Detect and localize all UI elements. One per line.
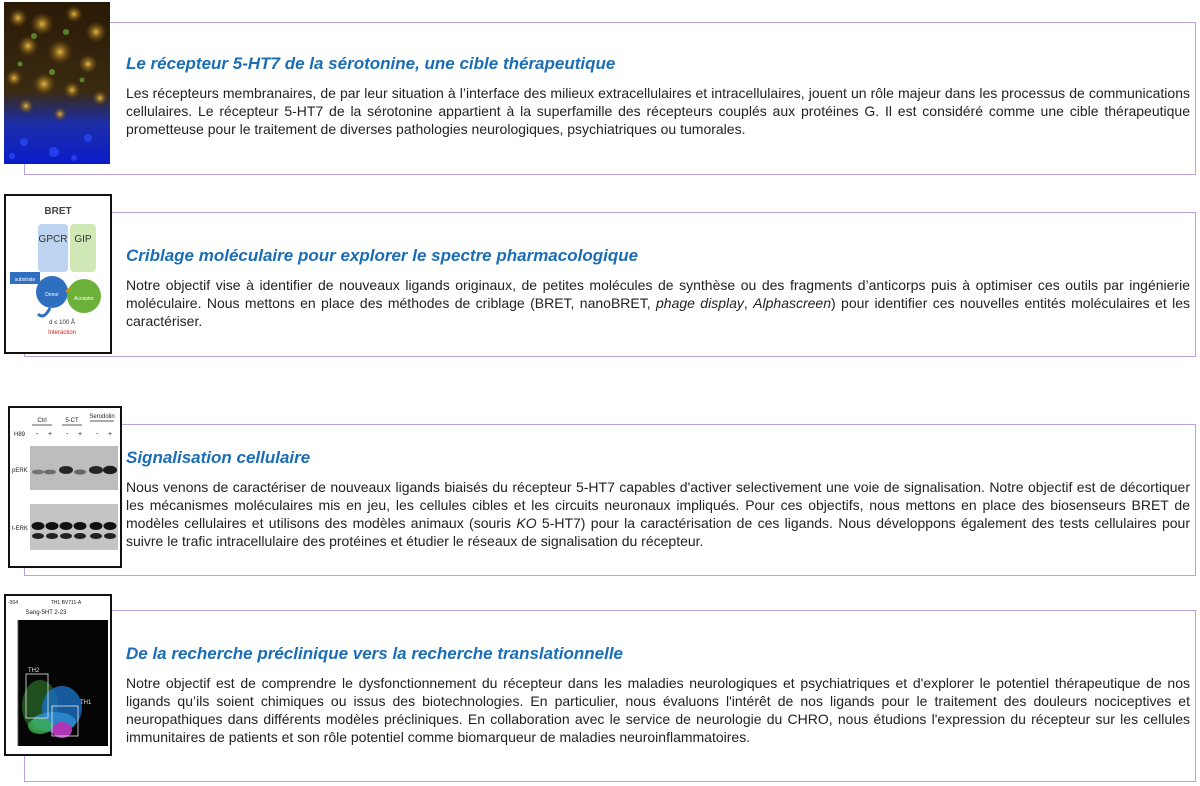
section-text-2-part-1: Notre objectif vise à identifier de nouveaux ligands originaux, de petites molécules de synthèse ou des fragments d’anticorps puis à optimiser ces outils par ingénierie moléculaire. Nous mettons en place des méthodes de criblage (BRET, nanoBRET, — [126, 277, 1190, 311]
section-text-3-part-1: Nous venons de caractériser de nouveaux ligands biaisés du récepteur 5-HT7 capables d'activer selectivement une voie de signalisation. Notre objectif est de décortiquer les mécanismes moléculaires mis en jeu, les cellules cibles et les circuits neuronaux impliqués. Pour ces objectifs, nous mettons en place des biosenseurs BRET de modèles cellulaires et utilisons des modèles animaux (souris — [126, 479, 1190, 531]
blot-sign-5: - — [96, 431, 99, 438]
section-text-4: Notre objectif est de comprendre le dysfonctionnement du récepteur dans les maladies neurologiques et psychiatriques et d'explorer le potentiel thérapeutique de nos ligands qu’ils soient chimiques ou issus des biotechnologies. En particulier, nous évaluons l'intérêt de nos ligands pour le traitement des douleurs nociceptives et neuropathiques dans différents modèles précliniques. En collaboration avec le service de neurologie du CHRO, nous étudions l'expression du récepteur sur les cellules immunitaires de patients et son rôle potentiel comme biomarqueur de maladies neuroinflammatoires. — [126, 675, 1190, 745]
plot-sample: Sang-5HT 2-23 — [25, 610, 67, 616]
section-card-4 — [4, 592, 1196, 784]
blot-sign-6: + — [108, 431, 113, 438]
blot-band-label-2: t-ERK — [12, 526, 29, 532]
substrate-label: substrate — [14, 277, 36, 283]
section-text-3 — [126, 478, 1190, 550]
blot-sign-2: + — [48, 431, 53, 438]
section-card-3 — [4, 404, 1196, 576]
section-text-3-part-3: 5-HT7) pour la caractérisation de ces ligands. Nous développons également des tests cellulaires pour suivre le trafic intracellulaire des protéines et étudier le réseaux de signalisation du récepteur. — [126, 515, 1191, 549]
section-text-2-part-3: , — [743, 295, 754, 311]
blot-sign-1: - — [36, 431, 39, 438]
plot-axis-title: TH1 BV711-A — [50, 600, 82, 606]
blot-group-1: Ctrl — [37, 418, 47, 424]
blot-sign-3: - — [66, 431, 69, 438]
bret-heading: BRET — [44, 206, 72, 217]
section-text-2-part-5: ) pour identifier ces nouvelles entités moléculaires et les caractériser. — [126, 295, 1190, 329]
plot-gate-b: TH1 — [80, 700, 92, 706]
blot-band-label-1: pERK — [12, 468, 28, 474]
bret-diagram-icon — [4, 194, 112, 354]
blot-group-3: Serodolin — [89, 414, 115, 420]
section-title-2: Criblage moléculaire pour explorer le spectre pharmacologique — [126, 246, 639, 265]
section-card-1 — [4, 0, 1196, 178]
section-text-2-phage-display: phage display — [656, 295, 744, 311]
plot-gate-a: TH2 — [28, 668, 40, 674]
blot-row-label: H89 — [14, 432, 26, 438]
acceptor-label: Acceptor — [74, 296, 94, 302]
blot-group-2: 5-CT — [65, 418, 79, 424]
distance-label: d ≤ 100 Å — [49, 320, 75, 326]
section-title-4: De la recherche préclinique vers la recherche translationnelle — [126, 644, 624, 663]
flow-cytometry-plot-icon — [4, 594, 112, 756]
section-title-3: Signalisation cellulaire — [126, 448, 311, 467]
gpcr-label: GPCR — [38, 234, 68, 245]
fluorescence-microscopy-icon — [4, 2, 110, 164]
plot-top-left: -304 — [8, 600, 19, 606]
gip-label: GIP — [74, 234, 92, 245]
section-card-2 — [4, 192, 1196, 364]
donor-label: Donor — [45, 292, 59, 298]
section-text-2-alphascreen: Alphascreen — [753, 295, 831, 311]
western-blot-icon — [8, 406, 122, 568]
blot-sign-4: + — [78, 431, 83, 438]
section-text-2 — [126, 276, 1190, 330]
interaction-label: Interaction — [47, 330, 77, 336]
section-title-1: Le récepteur 5-HT7 de la sérotonine, une cible thérapeutique — [126, 54, 616, 73]
section-text-1: Les récepteurs membranaires, de par leur situation à l’interface des milieux extracellulaires et intracellulaires, jouent un rôle majeur dans les processus de communications cellulaires. Le récepteur 5-HT7 de la sérotonine appartient à la superfamille des récepteurs couplés aux protéines G. Il est considéré comme une cible thérapeutique prometteuse pour le traitement de diverses pathologies neurologiques, psychiatriques ou tumorales. — [126, 85, 1190, 137]
section-text-3-ko: KO — [516, 515, 537, 531]
